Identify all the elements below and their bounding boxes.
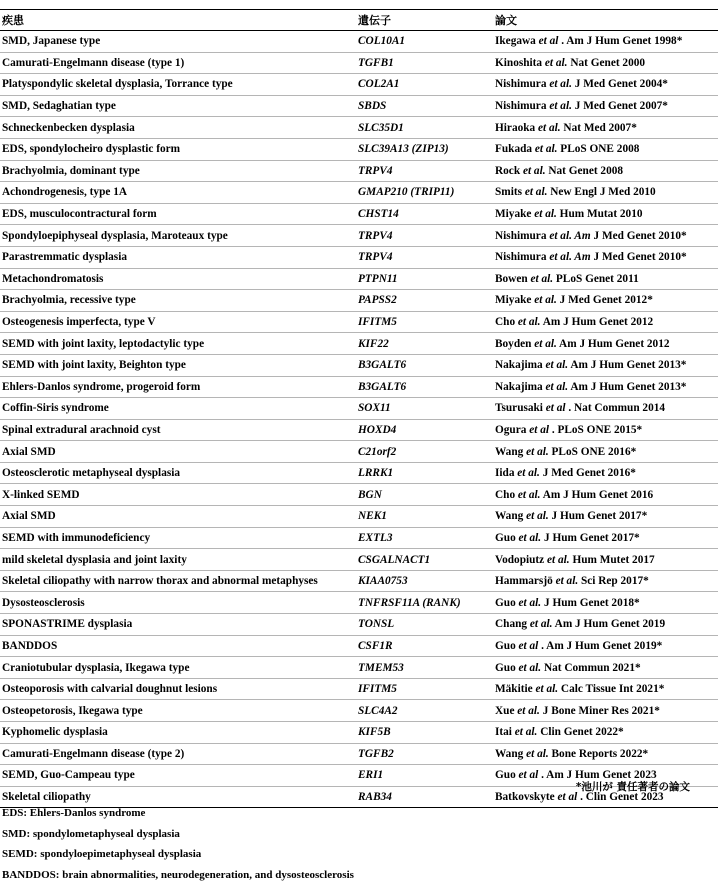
- header-paper: 論文: [495, 14, 517, 27]
- paper-authors: Guo: [495, 769, 516, 782]
- disease-cell: Axial SMD: [2, 445, 56, 458]
- paper-citation: . Nat Commun 2014: [568, 402, 666, 415]
- paper-citation: Sci Rep 2017*: [580, 575, 649, 588]
- paper-etal: et al.: [526, 510, 549, 523]
- paper-etal: et al.: [524, 186, 548, 199]
- table-row: [0, 463, 718, 485]
- paper-citation: . Clin Genet 2023: [580, 791, 664, 804]
- gene-cell: B3GALT6: [358, 380, 407, 393]
- gene-cell: TRPV4: [358, 164, 393, 177]
- paper-authors: Wang: [495, 510, 524, 523]
- paper-authors: Vodopiutz: [495, 553, 545, 566]
- paper-cell: [495, 143, 639, 155]
- paper-citation: Am J Hum Genet 2019: [554, 618, 666, 631]
- paper-etal: et al.: [549, 78, 572, 91]
- gene-cell: TRPV4: [358, 229, 393, 242]
- gene-cell: KIF5B: [358, 726, 391, 739]
- table-row: [0, 441, 718, 463]
- paper-authors: Mäkitie: [495, 683, 533, 696]
- paper-etal: et al.: [522, 164, 546, 177]
- disease-cell: SMD, Japanese type: [2, 35, 101, 48]
- paper-authors: Nishimura: [495, 251, 547, 264]
- disease-cell: Dysosteosclerosis: [2, 596, 85, 609]
- paper-cell: [495, 597, 640, 609]
- gene-cell: SLC35D1: [358, 121, 404, 134]
- paper-citation: PLoS ONE 2008: [560, 143, 640, 156]
- paper-authors: Smits: [495, 186, 522, 199]
- abbreviation-item: SMD: spondylometaphyseal dysplasia: [2, 827, 180, 840]
- paper-authors: Boyden: [495, 337, 532, 350]
- paper-authors: Guo: [495, 531, 516, 544]
- paper-etal: et al.: [545, 359, 569, 372]
- paper-authors: Guo: [495, 661, 516, 674]
- paper-citation: PLoS Genet 2011: [555, 272, 639, 285]
- paper-authors: Nakajima: [495, 380, 543, 393]
- gene-cell: IFITM5: [358, 316, 397, 329]
- table-row: [0, 290, 718, 312]
- paper-etal: et al.: [517, 316, 541, 329]
- paper-cell: [495, 35, 682, 47]
- disease-cell: Spondyloepiphyseal dysplasia, Maroteaux type: [2, 229, 228, 242]
- table-row: [0, 312, 718, 334]
- table-row: [0, 117, 718, 139]
- disease-cell: Brachyolmia, dominant type: [2, 164, 140, 177]
- gene-cell: CHST14: [358, 208, 399, 221]
- paper-authors: Fukada: [495, 143, 533, 156]
- paper-citation: J Hum Genet 2017*: [551, 510, 648, 523]
- paper-authors: Batkovskyte: [495, 791, 555, 804]
- disease-cell: Osteopetorosis, Ikegawa type: [2, 704, 143, 717]
- disease-cell: EDS, musculocontractural form: [2, 208, 157, 221]
- table-row: [0, 592, 718, 614]
- paper-citation: . Am J Hum Genet 2023: [541, 769, 657, 782]
- paper-etal: et al.: [534, 337, 557, 350]
- paper-etal: et al.: [549, 100, 572, 113]
- paper-authors: Wang: [495, 445, 524, 458]
- paper-cell: [495, 618, 665, 630]
- gene-cell: PAPSS2: [358, 294, 397, 307]
- paper-citation: Am J Hum Genet 2012: [559, 337, 670, 350]
- gene-cell: SLC4A2: [358, 704, 398, 717]
- paper-etal: et al.: [518, 596, 542, 609]
- gene-cell: COL2A1: [358, 78, 400, 91]
- gene-cell: KIF22: [358, 337, 389, 350]
- gene-cell: KIAA0753: [358, 575, 408, 588]
- disease-cell: SMD, Sedaghatian type: [2, 100, 116, 113]
- gene-cell: GMAP210 (TRIP11): [358, 186, 455, 199]
- paper-citation: J Med Genet 2010*: [593, 229, 687, 242]
- paper-citation: . PLoS ONE 2015*: [551, 423, 643, 436]
- paper-authors: Ogura: [495, 423, 527, 436]
- disease-cell: SEMD with immunodeficiency: [2, 531, 151, 544]
- paper-authors: Tsurusaki: [495, 402, 543, 415]
- paper-authors: Nishimura: [495, 100, 547, 113]
- table-row: [0, 182, 718, 204]
- paper-cell: [495, 575, 649, 587]
- disease-cell: Osteoporosis with calvarial doughnut lesions: [2, 683, 218, 696]
- paper-etal: et al: [518, 769, 539, 782]
- gene-cell: NEK1: [358, 510, 387, 523]
- disease-cell: Schneckenbecken dysplasia: [2, 121, 135, 134]
- gene-cell: TGFB1: [358, 56, 394, 69]
- paper-citation: Nat Commun 2021*: [543, 661, 641, 674]
- table-row: [0, 53, 718, 75]
- paper-citation: J Med Genet 2007*: [574, 100, 668, 113]
- gene-cell: SLC39A13 (ZIP13): [358, 143, 449, 156]
- disease-cell: Camurati-Engelmann disease (type 1): [2, 56, 185, 69]
- header-disease: 疾患: [2, 14, 24, 27]
- disease-cell: Camurati-Engelmann disease (type 2): [2, 747, 185, 760]
- paper-authors: Hiraoka: [495, 121, 536, 134]
- table-row: [0, 204, 718, 226]
- paper-cell: [495, 554, 655, 566]
- paper-cell: [495, 165, 623, 177]
- paper-cell: [495, 251, 687, 263]
- table-row: [0, 333, 718, 355]
- paper-cell: [495, 122, 637, 134]
- table-row: [0, 31, 718, 53]
- paper-cell: [495, 748, 648, 760]
- paper-citation: J Med Genet 2010*: [593, 251, 687, 264]
- paper-etal: et al.: [535, 683, 559, 696]
- paper-authors: Rock: [495, 164, 521, 177]
- paper-etal: et al.: [526, 747, 549, 760]
- abbreviation-item: SEMD: spondyloepimetaphyseal dysplasia: [2, 848, 202, 861]
- paper-authors: Bowen: [495, 272, 528, 285]
- paper-authors: Miyake: [495, 208, 532, 221]
- paper-cell: [495, 359, 686, 371]
- paper-etal: et al: [545, 402, 566, 415]
- disease-cell: Skeletal ciliopathy: [2, 791, 91, 804]
- table-row: [0, 636, 718, 658]
- paper-cell: [495, 338, 670, 350]
- table-row: [0, 722, 718, 744]
- paper-cell: [495, 662, 641, 674]
- paper-authors: Iida: [495, 467, 515, 480]
- gene-cell: BGN: [358, 488, 382, 501]
- paper-etal: et al.: [518, 531, 542, 544]
- paper-citation: Hum Mutet 2017: [572, 553, 655, 566]
- paper-citation: J Med Genet 2016*: [542, 467, 636, 480]
- abbreviation-item: EDS: Ehlers-Danlos syndrome: [2, 807, 146, 819]
- paper-authors: Cho: [495, 316, 516, 329]
- paper-etal: et al: [529, 423, 549, 436]
- paper-citation: PLoS ONE 2016*: [551, 445, 637, 458]
- disease-cell: Spinal extradural arachnoid cyst: [2, 423, 161, 436]
- paper-authors: Hammarsjö: [495, 575, 553, 588]
- disease-cell: BANDDOS: [2, 639, 58, 652]
- paper-cell: [495, 186, 656, 198]
- gene-cell: HOXD4: [358, 423, 397, 436]
- gene-cell: LRRK1: [358, 467, 394, 480]
- table-row: [0, 247, 718, 269]
- paper-authors: Guo: [495, 639, 516, 652]
- paper-cell: [495, 316, 653, 328]
- paper-citation: J Hum Genet 2018*: [543, 596, 640, 609]
- disease-cell: SEMD with joint laxity, Beighton type: [2, 359, 186, 372]
- paper-cell: [495, 640, 662, 652]
- disease-cell: EDS, spondylocheiro dysplastic form: [2, 143, 181, 156]
- paper-etal: et al.: [534, 294, 557, 307]
- disease-cell: Kyphomelic dysplasia: [2, 726, 108, 739]
- paper-cell: [495, 489, 653, 501]
- table-row: [0, 377, 718, 399]
- gene-cell: TNFRSF11A (RANK): [358, 596, 461, 609]
- table-row: [0, 74, 718, 96]
- paper-authors: Guo: [495, 596, 516, 609]
- header-gene: 遺伝子: [358, 14, 391, 27]
- paper-citation: New Engl J Med 2010: [550, 186, 656, 199]
- gene-cell: COL10A1: [358, 35, 406, 48]
- disease-cell: Coffin-Siris syndrome: [2, 402, 109, 415]
- paper-etal: et al.: [544, 56, 568, 69]
- disease-cell: Axial SMD: [2, 510, 56, 523]
- paper-etal: et al.: [518, 661, 542, 674]
- paper-etal: et al.: [529, 618, 553, 631]
- paper-citation: J Hum Genet 2017*: [543, 531, 640, 544]
- paper-cell: [495, 683, 664, 695]
- disease-cell: Metachondromatosis: [2, 272, 104, 285]
- table-row: [0, 139, 718, 161]
- gene-cell: C21orf2: [358, 445, 397, 458]
- table-row: [0, 484, 718, 506]
- paper-citation: Am J Hum Genet 2012: [542, 316, 654, 329]
- disease-cell: Skeletal ciliopathy with narrow thorax and abnormal metaphyses: [2, 575, 318, 588]
- paper-cell: [495, 446, 636, 458]
- table-row: [0, 355, 718, 377]
- paper-cell: [495, 294, 653, 306]
- gene-cell: RAB34: [358, 791, 392, 804]
- paper-authors: Ikegawa: [495, 35, 536, 48]
- abbreviation-item: BANDDOS: brain abnormalities, neurodegeneration, and dysosteosclerosis: [2, 868, 354, 881]
- gene-cell: TRPV4: [358, 251, 393, 264]
- paper-etal: et al. Am: [549, 251, 591, 264]
- paper-citation: J Med Genet 2012*: [559, 294, 653, 307]
- table-row: [0, 528, 718, 550]
- gene-cell: CSGALNACT1: [358, 553, 431, 566]
- gene-cell: TMEM53: [358, 661, 404, 674]
- disease-cell: Achondrogenesis, type 1A: [2, 186, 128, 199]
- disease-cell: Brachyolmia, recessive type: [2, 294, 136, 307]
- paper-etal: et al: [538, 35, 559, 48]
- gene-cell: ERI1: [358, 769, 384, 782]
- paper-etal: et al.: [545, 380, 569, 393]
- paper-etal: et al.: [517, 467, 540, 480]
- paper-etal: et al.: [555, 575, 579, 588]
- paper-cell: [495, 100, 668, 112]
- paper-citation: Am J Hum Genet 2013*: [570, 359, 687, 372]
- paper-etal: et al.: [530, 272, 554, 285]
- disease-cell: Parastremmatic dysplasia: [2, 251, 127, 264]
- paper-citation: Clin Genet 2022*: [540, 726, 624, 739]
- table-row: [0, 96, 718, 118]
- table-header: [0, 10, 718, 31]
- paper-citation: Bone Reports 2022*: [551, 747, 649, 760]
- table-row: [0, 614, 718, 636]
- paper-etal: et al.: [526, 445, 549, 458]
- footnote: *池川が 責任著者の論文: [575, 781, 690, 793]
- table-row: [0, 657, 718, 679]
- gene-cell: EXTL3: [358, 531, 393, 544]
- disease-cell: Osteosclerotic metaphyseal dysplasia: [2, 467, 181, 480]
- paper-authors: Nishimura: [495, 78, 547, 91]
- gene-table: [0, 9, 718, 808]
- disease-cell: Ehlers-Danlos syndrome, progeroid form: [2, 380, 201, 393]
- gene-cell: SOX11: [358, 402, 391, 415]
- gene-cell: TGFB2: [358, 747, 394, 760]
- gene-cell: B3GALT6: [358, 359, 407, 372]
- table-row: [0, 420, 718, 442]
- paper-etal: et al. Am: [549, 229, 591, 242]
- paper-authors: Nakajima: [495, 359, 543, 372]
- paper-cell: [495, 402, 665, 414]
- disease-cell: SPONASTRIME dysplasia: [2, 618, 133, 631]
- table-row: [0, 679, 718, 701]
- paper-citation: Nat Med 2007*: [563, 121, 637, 134]
- table-row: [0, 744, 718, 766]
- paper-etal: et al: [518, 639, 539, 652]
- paper-cell: [495, 230, 687, 242]
- table-row: [0, 506, 718, 528]
- paper-citation: Nat Genet 2008: [548, 164, 624, 177]
- paper-cell: [495, 424, 642, 436]
- paper-cell: [495, 57, 645, 69]
- paper-etal: et al.: [547, 553, 570, 566]
- paper-etal: et al.: [538, 121, 561, 134]
- paper-citation: Calc Tissue Int 2021*: [560, 683, 665, 696]
- paper-citation: . Am J Hum Genet 2019*: [541, 639, 663, 652]
- table-row: [0, 269, 718, 291]
- disease-cell: Craniotubular dysplasia, Ikegawa type: [2, 661, 190, 674]
- table-row: [0, 161, 718, 183]
- gene-cell: TONSL: [358, 618, 395, 631]
- paper-etal: et al: [557, 791, 578, 804]
- paper-cell: [495, 78, 668, 90]
- table-row: [0, 225, 718, 247]
- paper-authors: Cho: [495, 488, 516, 501]
- disease-cell: mild skeletal dysplasia and joint laxity: [2, 553, 187, 566]
- paper-authors: Miyake: [495, 294, 532, 307]
- paper-cell: [495, 510, 647, 522]
- paper-authors: Kinoshita: [495, 56, 543, 69]
- table-row: [0, 700, 718, 722]
- paper-etal: et al.: [534, 208, 557, 221]
- paper-etal: et al.: [534, 143, 558, 156]
- table-body: [0, 31, 718, 808]
- paper-etal: et al.: [514, 726, 538, 739]
- paper-citation: J Bone Miner Res 2021*: [542, 704, 660, 717]
- paper-cell: [495, 273, 639, 285]
- disease-cell: Osteogenesis imperfecta, type V: [2, 316, 156, 329]
- paper-authors: Chang: [495, 618, 528, 631]
- disease-cell: SEMD, Guo-Campeau type: [2, 769, 135, 782]
- table-row: [0, 398, 718, 420]
- paper-cell: [495, 467, 636, 479]
- table-row: [0, 549, 718, 571]
- paper-etal: et al.: [517, 704, 540, 717]
- paper-authors: Wang: [495, 747, 524, 760]
- gene-cell: CSF1R: [358, 639, 393, 652]
- paper-citation: Am J Hum Genet 2013*: [570, 380, 687, 393]
- gene-cell: SBDS: [358, 100, 387, 113]
- paper-cell: [495, 381, 686, 393]
- paper-authors: Nishimura: [495, 229, 547, 242]
- paper-cell: [495, 208, 643, 220]
- paper-cell: [495, 532, 640, 544]
- disease-cell: SEMD with joint laxity, leptodactylic type: [2, 337, 205, 350]
- disease-cell: X-linked SEMD: [2, 488, 80, 501]
- paper-authors: Itai: [495, 726, 512, 739]
- paper-citation: J Med Genet 2004*: [574, 78, 668, 91]
- paper-citation: Nat Genet 2000: [570, 56, 646, 69]
- disease-cell: Platyspondylic skeletal dysplasia, Torrance type: [2, 78, 233, 91]
- gene-cell: IFITM5: [358, 683, 397, 696]
- paper-etal: et al.: [517, 488, 541, 501]
- paper-citation: . Am J Hum Genet 1998*: [561, 35, 683, 48]
- paper-citation: Hum Mutat 2010: [559, 208, 643, 221]
- table-row: [0, 571, 718, 593]
- paper-authors: Xue: [495, 704, 515, 717]
- paper-cell: [495, 726, 624, 738]
- abbreviation-list: [2, 803, 354, 885]
- paper-cell: [495, 705, 660, 717]
- paper-citation: Am J Hum Genet 2016: [542, 488, 654, 501]
- gene-cell: PTPN11: [358, 272, 398, 285]
